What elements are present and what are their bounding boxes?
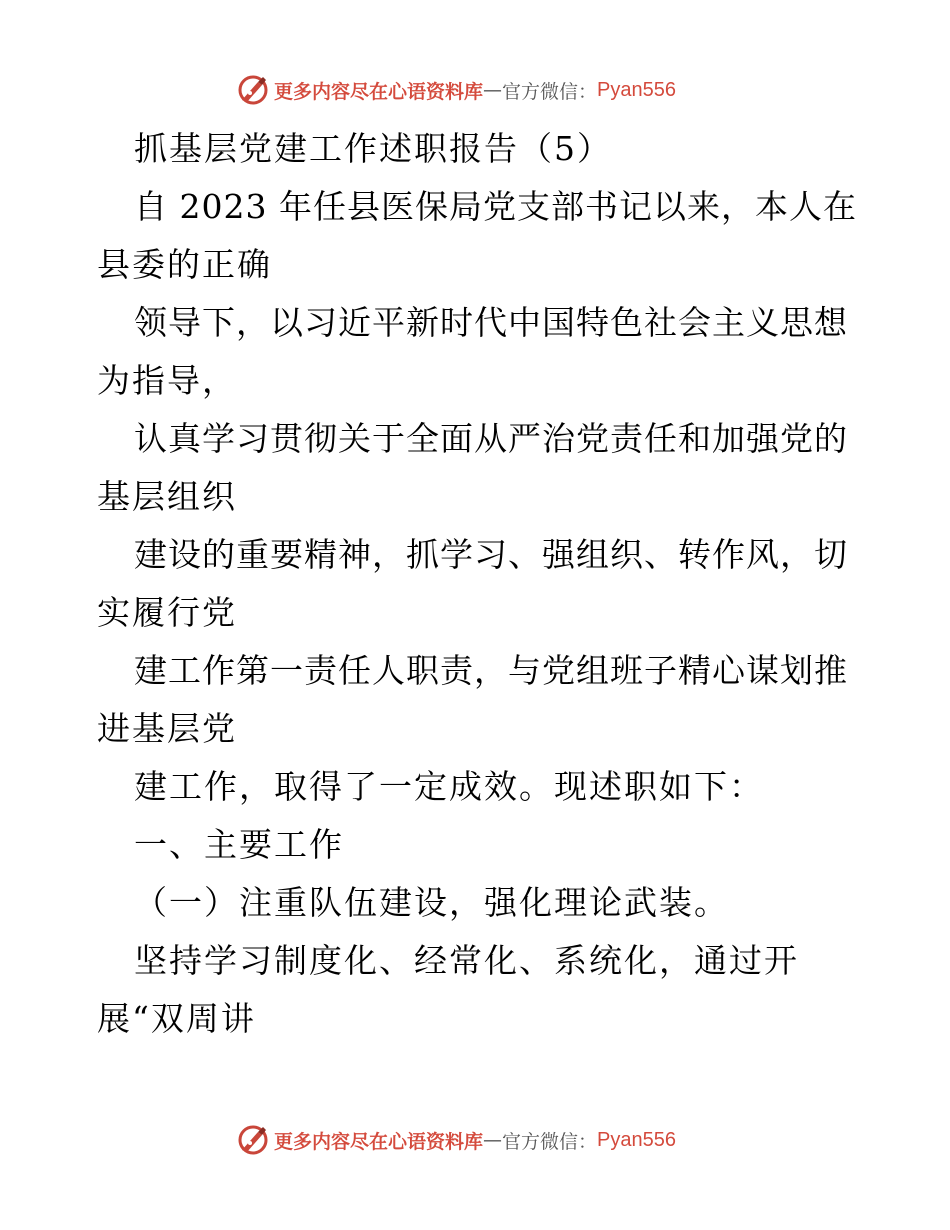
paragraph-line: 建设的重要精神，抓学习、强组织、转作风，切 [134,535,848,574]
document-title: 抓基层党建工作述职报告（5） [134,129,612,168]
watermark-text: 更多内容尽在心语资料库 [274,80,484,103]
paragraph-line: 展“双周讲 [97,999,256,1038]
footer-watermark [236,1120,676,1160]
watermark-dash: — [483,1129,503,1151]
watermark-text: 更多内容尽在心语资料库 [274,1130,484,1153]
subsection-heading: （一）注重队伍建设，强化理论武装。 [134,883,729,922]
watermark-wechat-label: 官方微信： [502,1130,598,1153]
paragraph-line: 进基层党 [97,709,237,748]
paragraph-line: 县委的正确 [97,245,272,284]
pen-circle-logo-icon [236,1123,270,1157]
paragraph-line: 自 2023 年任县医保局党支部书记以来，本人在 [134,187,857,226]
paragraph-line: 实履行党 [97,593,237,632]
paragraph-line: 基层组织 [97,477,237,516]
paragraph-line: 领导下，以习近平新时代中国特色社会主义思想 [134,303,848,342]
watermark-dash: — [483,79,503,101]
paragraph-line: 坚持学习制度化、经常化、系统化，通过开 [134,941,799,980]
pen-circle-logo-icon [236,73,270,107]
paragraph-line: 建工作，取得了一定成效。现述职如下： [134,767,764,806]
paragraph-line: 建工作第一责任人职责，与党组班子精心谋划推 [134,651,848,690]
section-heading: 一、主要工作 [134,825,344,864]
paragraph-line: 为指导， [97,361,237,400]
header-watermark [236,70,676,110]
document-body [97,120,857,1048]
paragraph-line: 认真学习贯彻关于全面从严治党责任和加强党的 [134,419,848,458]
watermark-wechat-id: Pyan556 [597,78,676,101]
watermark-wechat-id: Pyan556 [597,1128,676,1151]
watermark-wechat-label: 官方微信： [502,80,598,103]
